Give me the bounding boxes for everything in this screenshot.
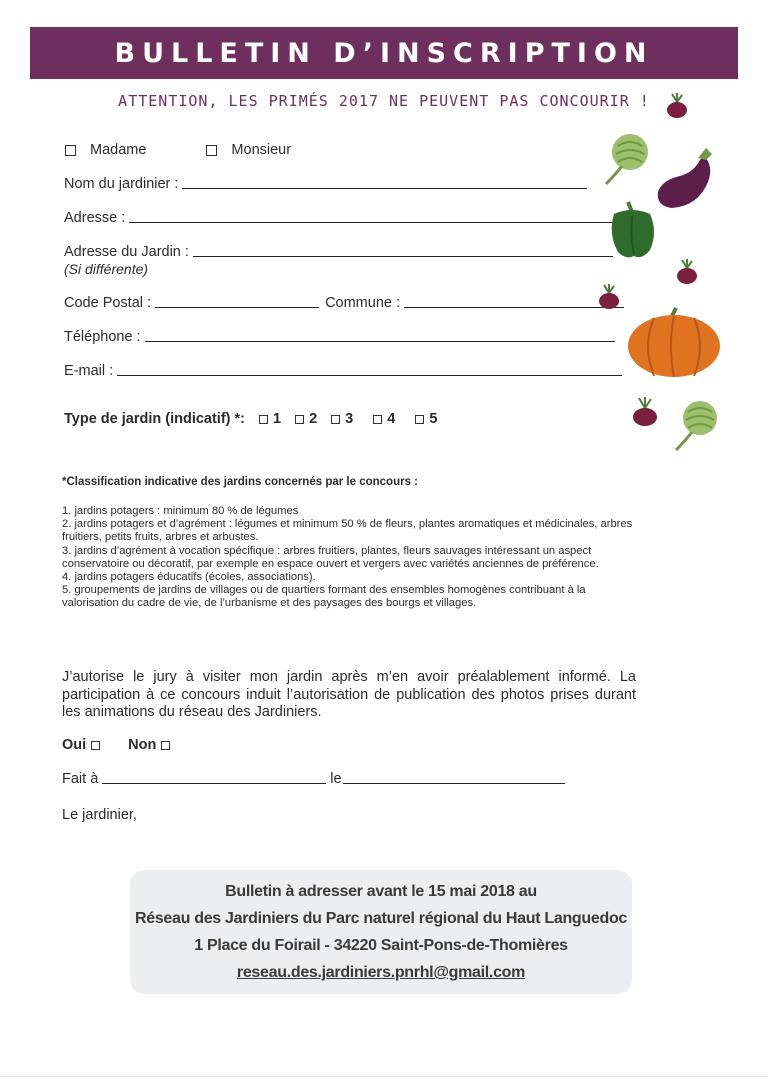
garden-type-option-4[interactable] [373,411,395,427]
footer-address: 1 Place du Foirail - 34220 Saint-Pons-de-Thomières [194,937,568,954]
classification-item: 2. jardins potagers et d’agrément : légumes et minimum 50 % de fleurs, plantes aromatiques et médicinales, arbres fruitiers, petits fruits, arbres et arbustes. [62,518,633,544]
garden-type-checkbox[interactable] [331,415,340,424]
garden-type-option-1[interactable] [259,411,281,427]
adresse-input-line[interactable] [129,222,617,223]
email-field [64,363,622,379]
garden-type-checkbox[interactable] [415,415,424,424]
telephone-label: Téléphone : [64,329,141,345]
fait-a-label: Fait à [62,771,99,787]
garden-type-option-label: 2 [309,411,318,427]
address-box [130,870,632,994]
garden-type-row [64,411,437,427]
nom-field [64,176,587,192]
jardinier-signature-label: Le jardinier, [62,807,137,823]
date-input-line[interactable] [343,783,565,784]
code-postal-field [64,295,624,311]
email-input-line[interactable] [117,375,622,376]
classification-item: 5. groupements de jardins de villages ou de quartiers formant des ensembles homogènes contribuant à la valorisation du cadre de vie, de l’urbanisme et des paysages des bourgs et villages. [62,584,586,610]
non-checkbox[interactable] [161,741,170,750]
garden-type-option-2[interactable] [295,411,317,427]
beet-icon [628,396,662,430]
garden-type-option-label: 1 [273,411,282,427]
code-postal-input-line[interactable] [155,307,319,308]
beet-icon [672,258,702,288]
footer-email-link[interactable]: reseau.des.jardiniers.pnrhl@gmail.com [236,964,526,981]
monsieur-option[interactable] [206,142,291,158]
pumpkin-icon [624,306,722,380]
garden-type-option-label: 5 [429,411,438,427]
garden-type-checkbox[interactable] [373,415,382,424]
fait-a-input-line[interactable] [102,783,326,784]
consent-text: J’autorise le jury à visiter mon jardin après m’en avoir préalablement informé. La participation à ce concours induit l’autorisation de publication des photos prises durant les animations du réseau des Jardiniers. [62,669,636,720]
adresse-label: Adresse : [64,210,126,226]
nom-label: Nom du jardinier : [64,176,179,192]
madame-checkbox[interactable] [65,145,76,156]
civility-row [65,142,291,158]
madame-option[interactable] [65,142,146,158]
garden-type-option-label: 3 [345,411,354,427]
footer-organisation: Réseau des Jardiniers du Parc naturel régional du Haut Languedoc [134,910,628,927]
artichoke-icon [672,398,720,454]
telephone-input-line[interactable] [145,341,615,342]
consent-choice-row [62,737,170,753]
adresse-jardin-field [64,244,613,260]
page-title: BULLETIN D’INSCRIPTION [114,37,654,69]
garden-type-option-3[interactable] [331,411,353,427]
title-banner [30,27,738,79]
beet-icon [594,283,624,313]
oui-label: Oui [62,737,87,753]
non-option[interactable] [128,737,170,753]
fait-a-field [62,771,565,787]
madame-label: Madame [90,142,147,158]
warning-text: ATTENTION, LES PRIMÉS 2017 NE PEUVENT PAS CONCOURIR ! [118,92,650,110]
classification-list [62,505,642,611]
monsieur-checkbox[interactable] [206,145,217,156]
adresse-jardin-input-line[interactable] [193,256,613,257]
classification-title: *Classification indicative des jardins concernés par le concours : [62,476,418,488]
classification-item: 4. jardins potagers éducatifs (écoles, associations). [62,571,316,584]
adresse-jardin-label: Adresse du Jardin : [64,244,189,260]
garden-type-checkbox[interactable] [259,415,268,424]
eggplant-icon [654,146,720,212]
artichoke-icon [600,130,652,188]
pepper-icon [606,198,658,262]
commune-input-line[interactable] [404,307,624,308]
telephone-field [64,329,615,345]
garden-type-checkbox[interactable] [295,415,304,424]
non-label: Non [128,737,157,753]
garden-type-option-label: 4 [387,411,396,427]
beet-icon [662,92,692,122]
oui-option[interactable] [62,737,100,753]
page-edge [0,1076,768,1077]
classification-item: 1. jardins potagers : minimum 80 % de légumes [62,505,299,517]
adresse-field [64,210,617,226]
nom-input-line[interactable] [182,188,587,189]
si-differente-note: (Si différente) [64,261,149,277]
code-postal-label: Code Postal : [64,295,152,311]
oui-checkbox[interactable] [91,741,100,750]
email-label: E-mail : [64,363,114,379]
garden-type-label: Type de jardin (indicatif) *: [64,411,245,427]
garden-type-option-5[interactable] [415,411,437,427]
monsieur-label: Monsieur [231,142,292,158]
classification-item: 3. jardins d’agrément à vocation spécifique : arbres fruitiers, plantes, fleurs sauvages intéressant un aspect conservatoire ou décoratif, par exemple en espace ouvert et vergers avec variétés anciennes de préférence. [62,544,599,570]
commune-label: Commune : [325,295,401,311]
le-label: le [330,771,342,787]
footer-deadline: Bulletin à adresser avant le 15 mai 2018 au [225,883,537,900]
